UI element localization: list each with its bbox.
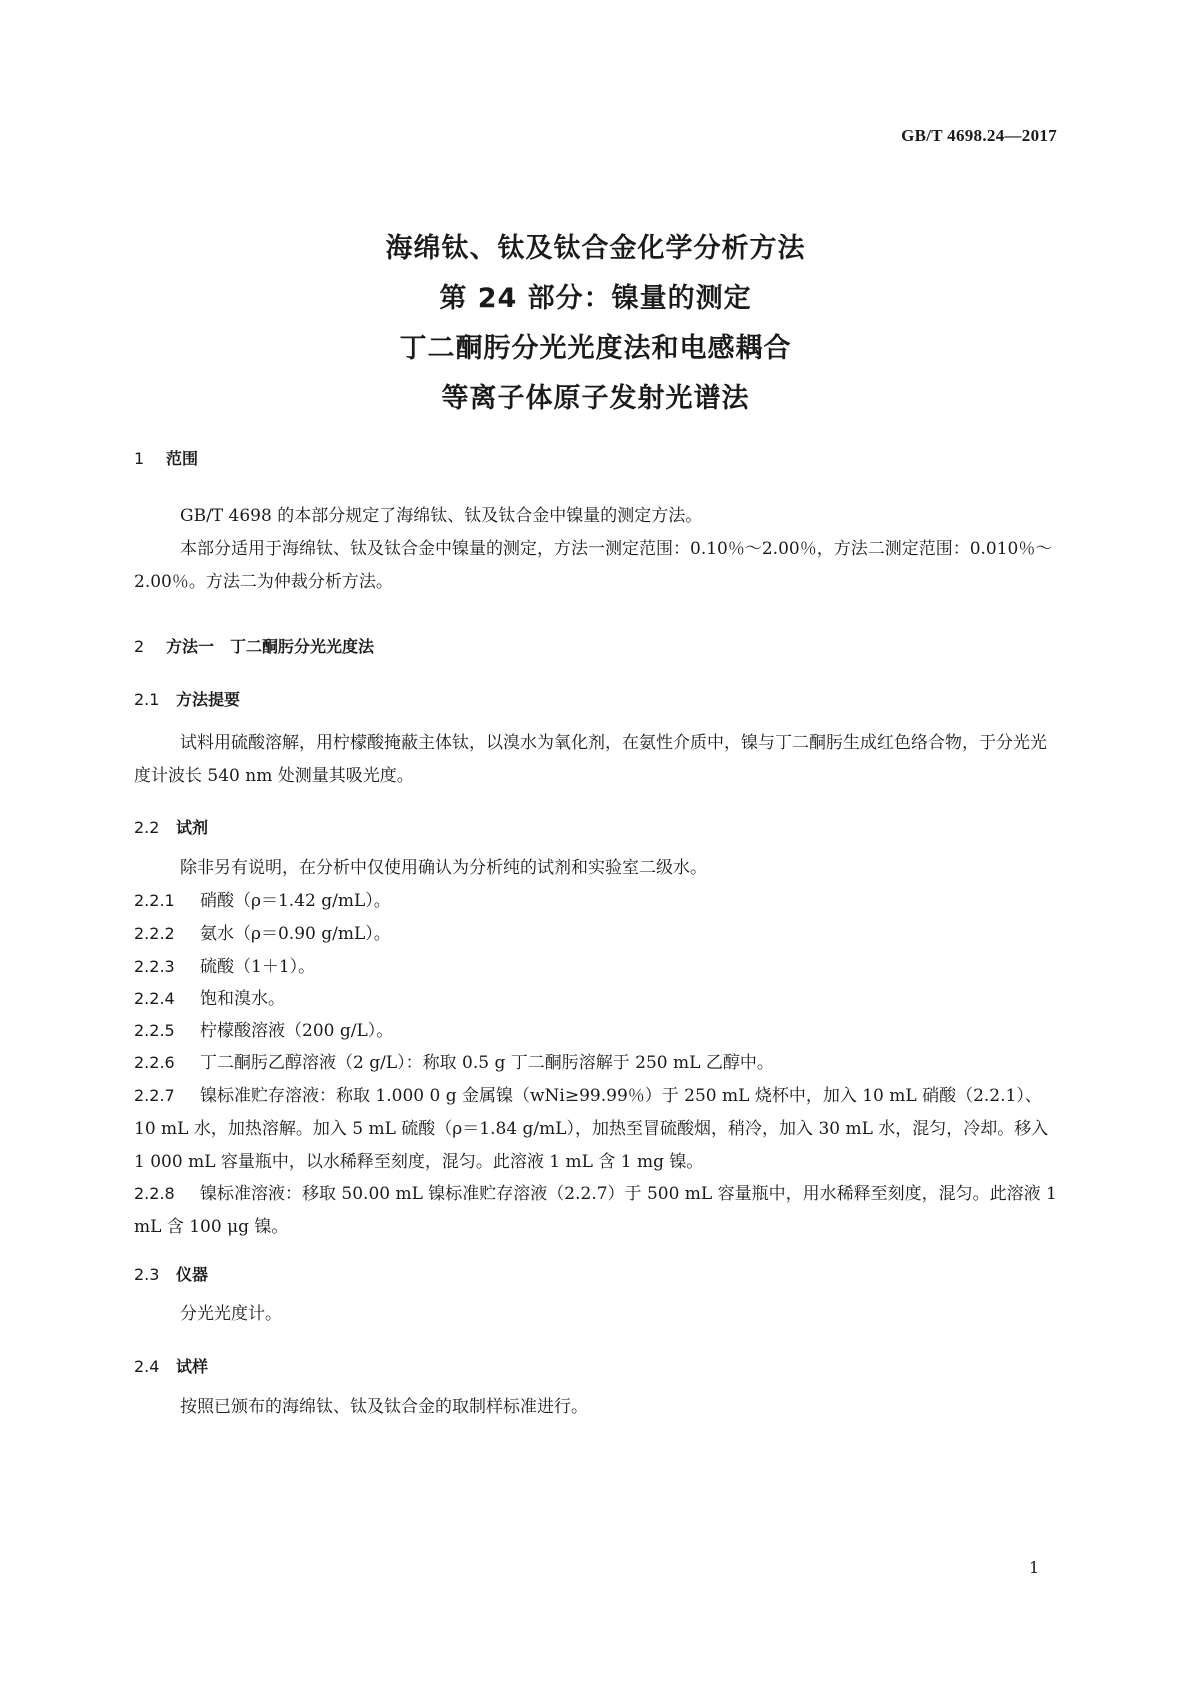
reagent-item: [134, 1014, 1058, 1048]
item-text: 丁二酮肟乙醇溶液（2 g/L）：称取 0.5 g 丁二酮肟溶解于 250 mL 乙醇中。: [200, 1053, 774, 1073]
section-2-1-heading: [134, 687, 240, 710]
item-text: 柠檬酸溶液（200 g/L）。: [200, 1021, 394, 1041]
section-title: 方法一 丁二酮肟分光光度法: [166, 637, 375, 656]
section-1-paragraph-1: GB/T 4698 的本部分规定了海绵钛、钛及钛合金中镍量的测定方法。: [180, 506, 703, 526]
item-number: 2.2.2: [134, 924, 175, 943]
section-number: 2.2: [134, 818, 160, 837]
section-number: 2: [134, 637, 145, 656]
item-number: 2.2.3: [134, 957, 175, 976]
section-2-3-paragraph: 分光光度计。: [180, 1304, 282, 1324]
item-number: 2.2.4: [134, 989, 175, 1008]
section-title: 方法提要: [176, 690, 241, 709]
reagent-item: [134, 917, 1058, 951]
item-text: 镍标准贮存溶液：称取 1.000 0 g 金属镍（wNi≥99.99％）于 250 mL 烧杯中，加入 10 mL 硝酸（2.2.1）、10 mL 水，加热溶解。加入 5 mL 硫酸（ρ＝1.84 g/mL），加热至冒硫酸烟，稍冷，加入 30 mL 水，混匀，冷却。移入 1 000 mL 容量瓶中，以水稀释至刻度，混匀。此溶液 1 mL 含 1 mg 镍。: [134, 1086, 1049, 1172]
title-line-3: 丁二酮肟分光光度法和电感耦合: [399, 333, 792, 364]
item-number: 2.2.5: [134, 1021, 175, 1040]
section-2-2-heading: [134, 815, 208, 838]
title-line-4: 等离子体原子发射光谱法: [441, 383, 750, 414]
reagent-item: [134, 884, 1058, 918]
document-title: [0, 224, 1191, 424]
item-text: 氨水（ρ＝0.90 g/mL）。: [200, 924, 391, 944]
title-line-2: 第 24 部分：镍量的测定: [439, 283, 752, 314]
section-title: 试样: [176, 1357, 209, 1376]
standard-number: GB/T 4698.24—2017: [901, 126, 1057, 145]
section-2-3-heading: [134, 1262, 208, 1285]
section-number: 1: [134, 449, 145, 468]
reagent-item: [134, 1079, 1058, 1179]
reagent-item: [134, 982, 1058, 1016]
reagent-item: [134, 950, 1058, 984]
item-number: 2.2.8: [134, 1184, 175, 1203]
section-2-4-heading: [134, 1354, 208, 1377]
section-title: 范围: [166, 449, 199, 468]
section-2-1-paragraph: 试料用硫酸溶解，用柠檬酸掩蔽主体钛，以溴水为氧化剂，在氨性介质中，镍与丁二酮肟生成红色络合物，于分光光度计波长 540 nm 处测量其吸光度。: [134, 733, 1047, 786]
section-number: 2.1: [134, 690, 160, 709]
reagent-item: [134, 1177, 1058, 1244]
section-title: 试剂: [176, 818, 209, 837]
section-number: 2.4: [134, 1357, 160, 1376]
title-line-1: 海绵钛、钛及钛合金化学分析方法: [385, 233, 806, 264]
page-number: 1: [1029, 1558, 1040, 1577]
section-number: 2.3: [134, 1265, 160, 1284]
section-1-paragraph-2: 本部分适用于海绵钛、钛及钛合金中镍量的测定，方法一测定范围：0.10％～2.00％，方法二测定范围：0.010％～2.00％。方法二为仲裁分析方法。: [134, 539, 1053, 592]
reagent-item: [134, 1046, 1058, 1080]
section-2-heading: [134, 634, 374, 657]
section-2-4-paragraph: 按照已颁布的海绵钛、钛及钛合金的取制样标准进行。: [180, 1397, 588, 1417]
section-title: 仪器: [176, 1265, 209, 1284]
item-number: 2.2.7: [134, 1086, 175, 1105]
item-text: 硫酸（1＋1）。: [200, 957, 316, 977]
item-text: 硝酸（ρ＝1.42 g/mL）。: [200, 891, 391, 911]
section-1-heading: [134, 446, 198, 469]
section-2-2-intro: 除非另有说明，在分析中仅使用确认为分析纯的试剂和实验室二级水。: [180, 858, 707, 878]
item-text: 饱和溴水。: [200, 989, 285, 1009]
item-number: 2.2.6: [134, 1053, 175, 1072]
item-number: 2.2.1: [134, 891, 175, 910]
item-text: 镍标准溶液：移取 50.00 mL 镍标准贮存溶液（2.2.7）于 500 mL 容量瓶中，用水稀释至刻度，混匀。此溶液 1 mL 含 100 μg 镍。: [134, 1184, 1057, 1237]
